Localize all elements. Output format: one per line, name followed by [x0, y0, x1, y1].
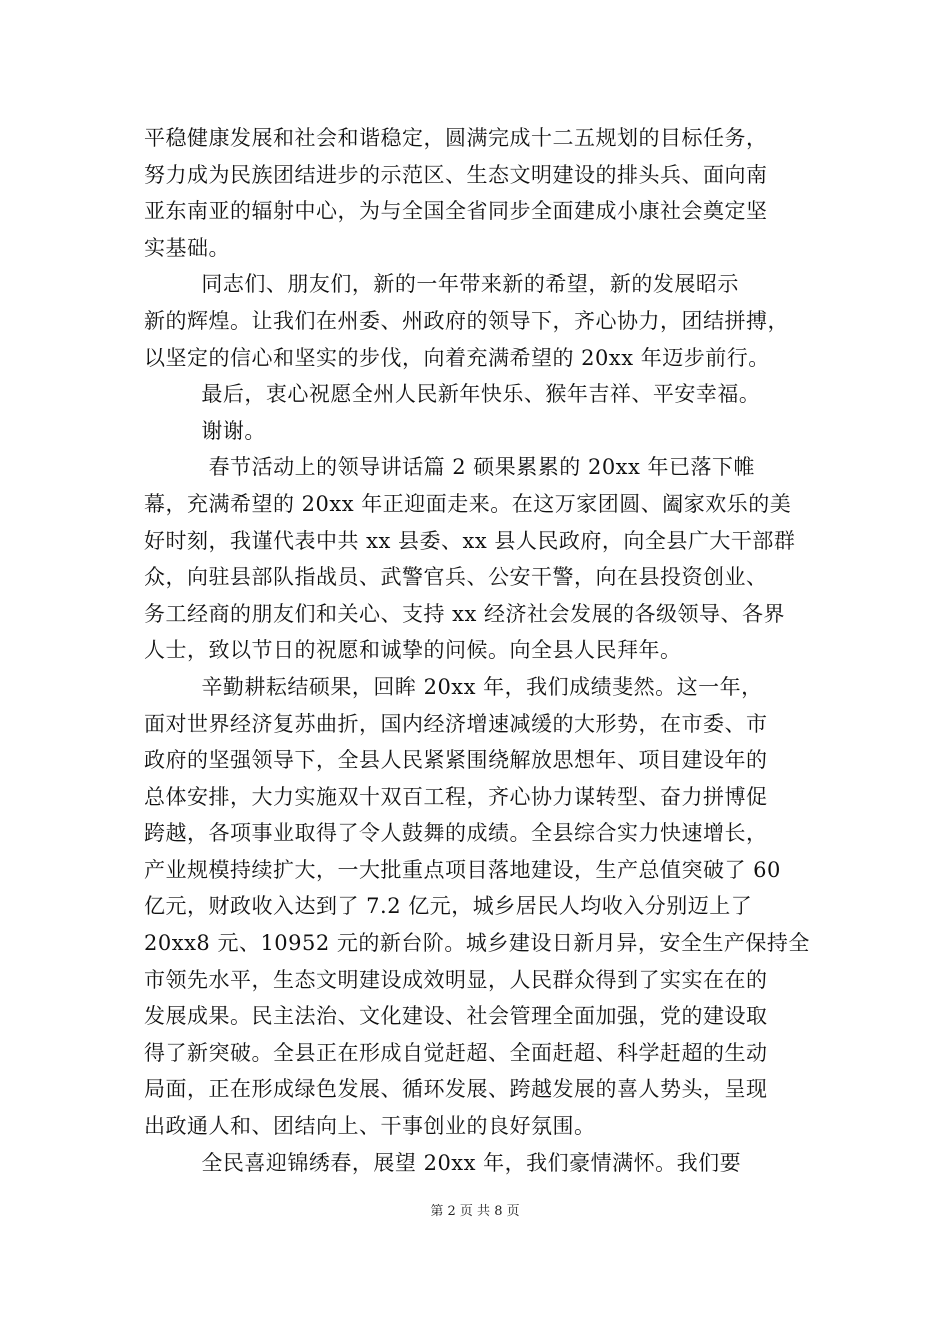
text-line: 市领先水平，生态文明建设成效明显，人民群众得到了实实在在的: [144, 967, 768, 992]
text-line: 面对世界经济复苏曲折，国内经济增速减缓的大形势，在市委、市: [144, 711, 768, 736]
text-line: 发展成果。民主法治、文化建设、社会管理全面加强，党的建设取: [144, 1004, 768, 1029]
text-line: 局面，正在形成绿色发展、循环发展、跨越发展的喜人势头，呈现: [144, 1077, 768, 1102]
text-line: 亿元，财政收入达到了 7.2 亿元，城乡居民人均收入分别迈上了: [144, 894, 753, 919]
text-line: 幕，充满希望的 20xx 年正迎面走来。在这万家团圆、阖家欢乐的美: [144, 491, 792, 516]
page-number-label: 第 2 页 共 8 页: [430, 1204, 520, 1219]
text-line: 同志们、朋友们，新的一年带来新的希望，新的发展昭示: [144, 272, 739, 297]
text-line: 出政通人和、团结向上、干事创业的良好氛围。: [144, 1114, 596, 1139]
document-body: [144, 120, 809, 1181]
text-line: 产业规模持续扩大，一大批重点项目落地建设，生产总值突破了 60: [144, 857, 781, 882]
text-line: 以坚定的信心和坚实的步伐，向着充满希望的 20xx 年迈步前行。: [144, 345, 770, 370]
page-footer: [0, 1200, 950, 1219]
text-line: 努力成为民族团结进步的示范区、生态文明建设的排头兵、面向南: [144, 162, 768, 187]
text-line: 政府的坚强领导下，全县人民紧紧围绕解放思想年、项目建设年的: [144, 748, 768, 773]
text-line: 亚东南亚的辐射中心，为与全国全省同步全面建成小康社会奠定坚: [144, 199, 768, 224]
text-line: 新的辉煌。让我们在州委、州政府的领导下，齐心协力，团结拼搏，: [144, 308, 789, 333]
text-line: 得了新突破。全县正在形成自觉赶超、全面赶超、科学赶超的生动: [144, 1040, 768, 1065]
text-line: 20xx8 元、10952 元的新台阶。城乡建设日新月异，安全生产保持全: [144, 931, 810, 956]
text-line: 跨越，各项事业取得了令人鼓舞的成绩。全县综合实力快速增长，: [144, 821, 768, 846]
text-line: 全民喜迎锦绣春，展望 20xx 年，我们豪情满怀。我们要: [144, 1150, 742, 1175]
text-line: 总体安排，大力实施双十双百工程，齐心协力谋转型、奋力拼博促: [144, 784, 768, 809]
text-line: 最后，衷心祝愿全州人民新年快乐、猴年吉祥、平安幸福。: [144, 382, 761, 407]
text-line: 好时刻，我谨代表中共 xx 县委、xx 县人民政府，向全县广大干部群: [144, 528, 796, 553]
text-line: 辛勤耕耘结硕果，回眸 20xx 年，我们成绩斐然。这一年，: [144, 674, 763, 699]
text-line: 众，向驻县部队指战员、武警官兵、公安干警，向在县投资创业、: [144, 565, 768, 590]
text-line: 平稳健康发展和社会和谐稳定，圆满完成十二五规划的目标任务，: [144, 126, 768, 150]
text-line: 人士，致以节日的祝愿和诚挚的问候。向全县人民拜年。: [144, 638, 682, 663]
text-line: 实基础。: [144, 235, 230, 260]
text-line: 春节活动上的领导讲话篇 2 硕果累累的 20xx 年已落下帷: [144, 455, 756, 480]
text-line: 谢谢。: [144, 418, 266, 443]
text-line: 务工经商的朋友们和关心、支持 xx 经济社会发展的各级领导、各界: [144, 601, 786, 626]
